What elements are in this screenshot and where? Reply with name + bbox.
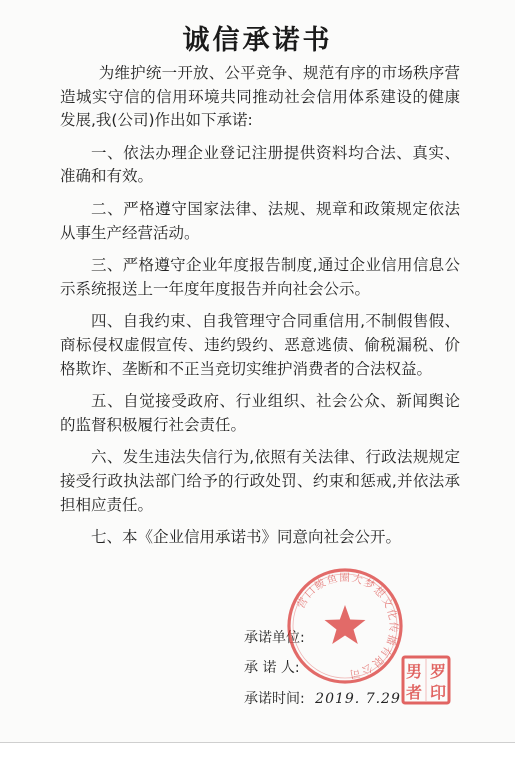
commitment-item-7: 七、本《企业信用承诺书》同意向社会公开。 <box>91 528 402 547</box>
signoff-time-value: 2019. 7.29 <box>315 691 401 707</box>
commitment-item-5: 五、自觉接受政府、行业组织、社会公众、新闻舆论的监督积极履行社会责任。 <box>60 392 460 434</box>
name-seal-char: 印 <box>429 683 447 702</box>
name-seal-char: 者 <box>405 683 423 702</box>
commitment-item-4: 四、自我约束、自我管理守合同重信用,不制假售假、商标侵权虚假宣传、违约毁约、恶意逃债、偷税漏税、价格欺诈、垄断和不正当竞切实维护消费者的合法权益。 <box>60 312 460 378</box>
commitment-item-6: 六、发生违法失信行为,依照有关法律、行政法规规定接受行政执法部门给予的行政处罚、约束和惩戒,并依法承担相应责任。 <box>60 448 460 514</box>
commitment-item-2: 二、严格遵守国家法律、法规、规章和政策规定依法从事生产经营活动。 <box>60 199 460 242</box>
intro-paragraph: 为维护统一开放、公平竞争、规范有序的市场秩序营造城实守信的信用环境共同推动社会信用体系建设的健康发展,我(公司)作出如下承诺: <box>60 64 460 130</box>
document-title: 诚信承诺书 <box>182 25 333 56</box>
seal-text: 营口鲅鱼圈大梦想文化传播有限公司 <box>294 571 400 681</box>
name-seal-char: 罗 <box>429 662 447 681</box>
commitment-item-3: 三、严格遵守企业年度报告制度,通过企业信用信息公示系统报送上一年度年度报告并向社会公示。 <box>60 256 460 298</box>
bottom-band <box>0 742 515 760</box>
star-icon <box>325 605 366 644</box>
signoff-time-label: 承诺时间: <box>244 691 305 707</box>
signoff-unit-label: 承诺单位: <box>244 630 305 646</box>
company-seal <box>284 565 406 687</box>
commitment-item-1: 一、依法办理企业登记注册提供资料均合法、真实、准确和有效。 <box>60 143 460 186</box>
document-body <box>60 62 460 550</box>
signoff-person-label: 承 诺 人: <box>244 660 300 676</box>
name-seal <box>401 655 451 705</box>
name-seal-char: 男 <box>405 662 423 681</box>
